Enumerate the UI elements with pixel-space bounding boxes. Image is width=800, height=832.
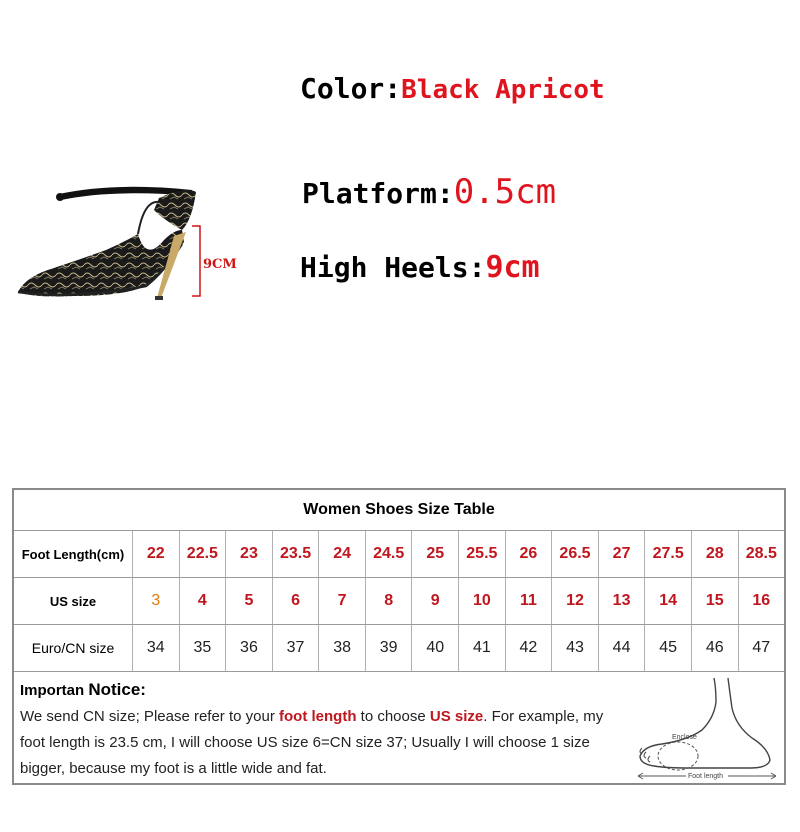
table-cell: 9 xyxy=(411,578,458,624)
notice-title-main: Notice: xyxy=(88,680,146,699)
table-cell: 34 xyxy=(132,625,179,671)
table-cell: 15 xyxy=(691,578,738,624)
heel-height-marker: 9CM xyxy=(203,257,237,272)
table-cell: 38 xyxy=(318,625,365,671)
size-table xyxy=(12,488,786,785)
foot-measure-diagram xyxy=(630,674,784,784)
table-cell: 16 xyxy=(738,578,785,624)
table-cell: 36 xyxy=(225,625,272,671)
table-cell: 35 xyxy=(179,625,226,671)
table-cell: 11 xyxy=(505,578,552,624)
color-spec xyxy=(300,72,605,105)
table-cell: 39 xyxy=(365,625,412,671)
table-cell: 7 xyxy=(318,578,365,624)
heel-spec xyxy=(300,250,540,285)
platform-label: Platform: xyxy=(302,177,454,210)
table-cell: 13 xyxy=(598,578,645,624)
table-cell: 23.5 xyxy=(272,531,319,577)
table-cell: 22 xyxy=(132,531,179,577)
table-row-us-size xyxy=(14,578,784,625)
table-cell: 10 xyxy=(458,578,505,624)
table-cell: 8 xyxy=(365,578,412,624)
heel-value: 9cm xyxy=(485,250,540,285)
table-cell: 28.5 xyxy=(738,531,785,577)
table-cell: 27 xyxy=(598,531,645,577)
table-row-foot-length xyxy=(14,531,784,578)
shoe-image xyxy=(14,180,254,310)
notice-title xyxy=(20,680,146,700)
table-cell: 37 xyxy=(272,625,319,671)
notice-text-part-1: We send CN size; Please refer to your xyxy=(20,708,279,725)
row-header: Euro/CN size xyxy=(31,640,115,656)
table-cell: 27.5 xyxy=(644,531,691,577)
notice-text xyxy=(20,704,624,782)
heel-label: High Heels: xyxy=(300,251,486,284)
diagram-foot-length-label: Foot length xyxy=(688,773,724,780)
table-cell: 6 xyxy=(272,578,319,624)
color-label: Color: xyxy=(300,72,402,105)
table-cell: 24.5 xyxy=(365,531,412,577)
row-header: US size xyxy=(49,593,97,609)
table-cell: 41 xyxy=(458,625,505,671)
row-header: Foot Length(cm) xyxy=(21,546,125,562)
size-table-title: Women Shoes Size Table xyxy=(14,490,784,531)
table-cell: 3 xyxy=(132,578,179,624)
table-cell: 47 xyxy=(738,625,785,671)
platform-value: 0.5cm xyxy=(453,172,557,212)
notice-title-prefix: Importan xyxy=(20,682,89,699)
table-cell: 23 xyxy=(225,531,272,577)
table-row-euro-size xyxy=(14,625,784,672)
table-cell: 43 xyxy=(551,625,598,671)
table-cell: 28 xyxy=(691,531,738,577)
table-cell: 26 xyxy=(505,531,552,577)
table-cell: 25 xyxy=(411,531,458,577)
table-cell: 5 xyxy=(225,578,272,624)
table-cell: 46 xyxy=(691,625,738,671)
platform-spec xyxy=(302,172,556,212)
diagram-enclose-label: Enclose xyxy=(672,734,697,741)
notice-text-part-2: to choose xyxy=(356,708,430,725)
table-cell: 44 xyxy=(598,625,645,671)
table-cell: 24 xyxy=(318,531,365,577)
table-cell: 4 xyxy=(179,578,226,624)
table-cell: 12 xyxy=(551,578,598,624)
table-cell: 42 xyxy=(505,625,552,671)
notice-section xyxy=(14,672,784,832)
notice-highlight-us-size: US size xyxy=(429,708,484,725)
table-cell: 25.5 xyxy=(458,531,505,577)
table-cell: 26.5 xyxy=(551,531,598,577)
color-value: Black Apricot xyxy=(401,75,605,105)
table-cell: 22.5 xyxy=(179,531,226,577)
table-cell: 14 xyxy=(644,578,691,624)
table-cell: 45 xyxy=(644,625,691,671)
table-cell: 40 xyxy=(411,625,458,671)
notice-text-part-3: . For example, my foot length is 23.5 cm, I will choose US size 6=CN size 37; Usually I will choose 1 size bigger, because my foot is a little wide and fat. xyxy=(20,708,604,777)
notice-highlight-foot-length: foot length xyxy=(279,708,357,725)
